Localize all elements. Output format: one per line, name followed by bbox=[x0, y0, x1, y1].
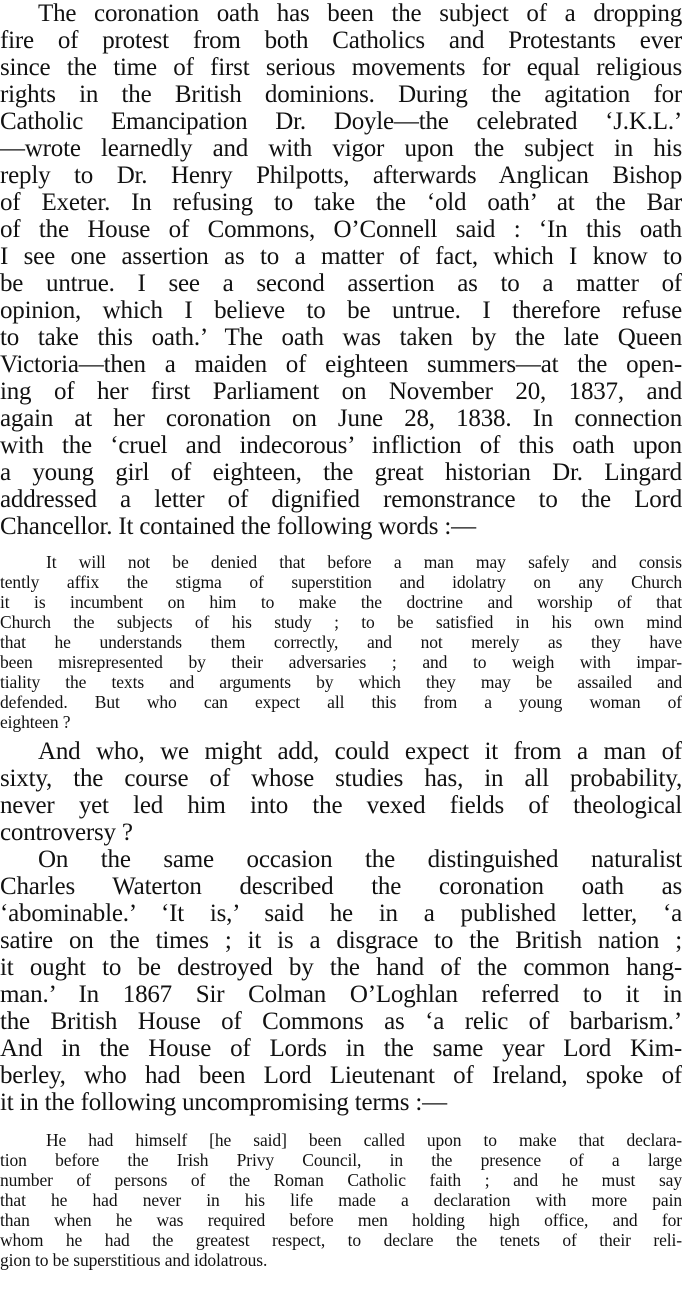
text-line: addressed a letter of dignified remonstrance to the Lord bbox=[0, 486, 682, 513]
quote-line: than when he was required before men holding high office, and for bbox=[0, 1210, 682, 1230]
quote-line: Church the subjects of his study ; to be satisfied in his own mind bbox=[0, 612, 682, 632]
text-line: never yet led him into the vexed fields of theological bbox=[0, 792, 682, 819]
quote-line: number of persons of the Roman Catholic faith ; and he must say bbox=[0, 1170, 682, 1190]
text-line: the British House of Commons as ‘a relic of barbarism.’ bbox=[0, 1008, 682, 1035]
quote-line: tion before the Irish Privy Council, in the presence of a large bbox=[0, 1150, 682, 1170]
text-line: I see one assertion as to a matter of fact, which I know to bbox=[0, 243, 682, 270]
quote-line: gion to be superstitious and idolatrous. bbox=[0, 1250, 268, 1270]
text-line: controversy ? bbox=[0, 819, 133, 846]
text-line: since the time of first serious movements for equal religious bbox=[0, 54, 682, 81]
quote-line: eighteen ? bbox=[0, 712, 71, 732]
text-line: Catholic Emancipation Dr. Doyle—the celebrated ‘J.K.L.’ bbox=[0, 108, 682, 135]
quote-line: defended. But who can expect all this from a young woman of bbox=[0, 692, 682, 712]
text-line: it in the following uncompromising terms :— bbox=[0, 1089, 447, 1116]
text-line: —wrote learnedly and with vigor upon the subject in his bbox=[0, 135, 682, 162]
text-line: Chancellor. It contained the following words :— bbox=[0, 513, 476, 540]
text-line: sixty, the course of whose studies has, in all probability, bbox=[0, 765, 682, 792]
text-line: Charles Waterton described the coronation oath as bbox=[0, 873, 682, 900]
quote-line: tently affix the stigma of superstition and idolatry on any Church bbox=[0, 572, 682, 592]
text-line: man.’ In 1867 Sir Colman O’Loghlan referred to it in bbox=[0, 981, 682, 1008]
text-line: a young girl of eighteen, the great historian Dr. Lingard bbox=[0, 459, 682, 486]
text-line: And in the House of Lords in the same year Lord Kim- bbox=[0, 1035, 682, 1062]
quote-line: whom he had the greatest respect, to declare the tenets of their reli- bbox=[0, 1230, 682, 1250]
text-line: be untrue. I see a second assertion as to a matter of bbox=[0, 270, 682, 297]
quote-line: that he understands them correctly, and not merely as they have bbox=[0, 632, 682, 652]
text-line: of the House of Commons, O’Connell said : ‘In this oath bbox=[0, 216, 682, 243]
text-line: it ought to be destroyed by the hand of the common hang- bbox=[0, 954, 682, 981]
text-line: Victoria—then a maiden of eighteen summers—at the open- bbox=[0, 351, 682, 378]
text-line: to take this oath.’ The oath was taken by the late Queen bbox=[0, 324, 682, 351]
text-line: The coronation oath has been the subject of a dropping bbox=[38, 0, 682, 27]
quote-line: been misrepresented by their adversaries ; and to weigh with impar- bbox=[0, 652, 682, 672]
text-line: reply to Dr. Henry Philpotts, afterwards Anglican Bishop bbox=[0, 162, 682, 189]
quote-line: He had himself [he said] been called upon to make that declara- bbox=[46, 1130, 682, 1150]
text-line: with the ‘cruel and indecorous’ infliction of this oath upon bbox=[0, 432, 682, 459]
text-line: ing of her first Parliament on November 20, 1837, and bbox=[0, 378, 682, 405]
text-line: opinion, which I believe to be untrue. I therefore refuse bbox=[0, 297, 682, 324]
text-line: again at her coronation on June 28, 1838. In connection bbox=[0, 405, 682, 432]
quote-line: that he had never in his life made a declaration with more pain bbox=[0, 1190, 682, 1210]
text-line: berley, who had been Lord Lieutenant of Ireland, spoke of bbox=[0, 1062, 682, 1089]
quote-line: tiality the texts and arguments by which they may be assailed and bbox=[0, 672, 682, 692]
text-line: On the same occasion the distinguished naturalist bbox=[38, 846, 682, 873]
quote-line: it is incumbent on him to make the doctrine and worship of that bbox=[0, 592, 682, 612]
quote-line: It will not be denied that before a man may safely and consis bbox=[46, 552, 682, 572]
text-line: ‘abominable.’ ‘It is,’ said he in a published letter, ‘a bbox=[0, 900, 682, 927]
text-line: of Exeter. In refusing to take the ‘old oath’ at the Bar bbox=[0, 189, 682, 216]
text-line: rights in the British dominions. During the agitation for bbox=[0, 81, 682, 108]
text-line: fire of protest from both Catholics and Protestants ever bbox=[0, 27, 682, 54]
text-line: satire on the times ; it is a disgrace to the British nation ; bbox=[0, 927, 682, 954]
text-line: And who, we might add, could expect it from a man of bbox=[38, 738, 682, 765]
